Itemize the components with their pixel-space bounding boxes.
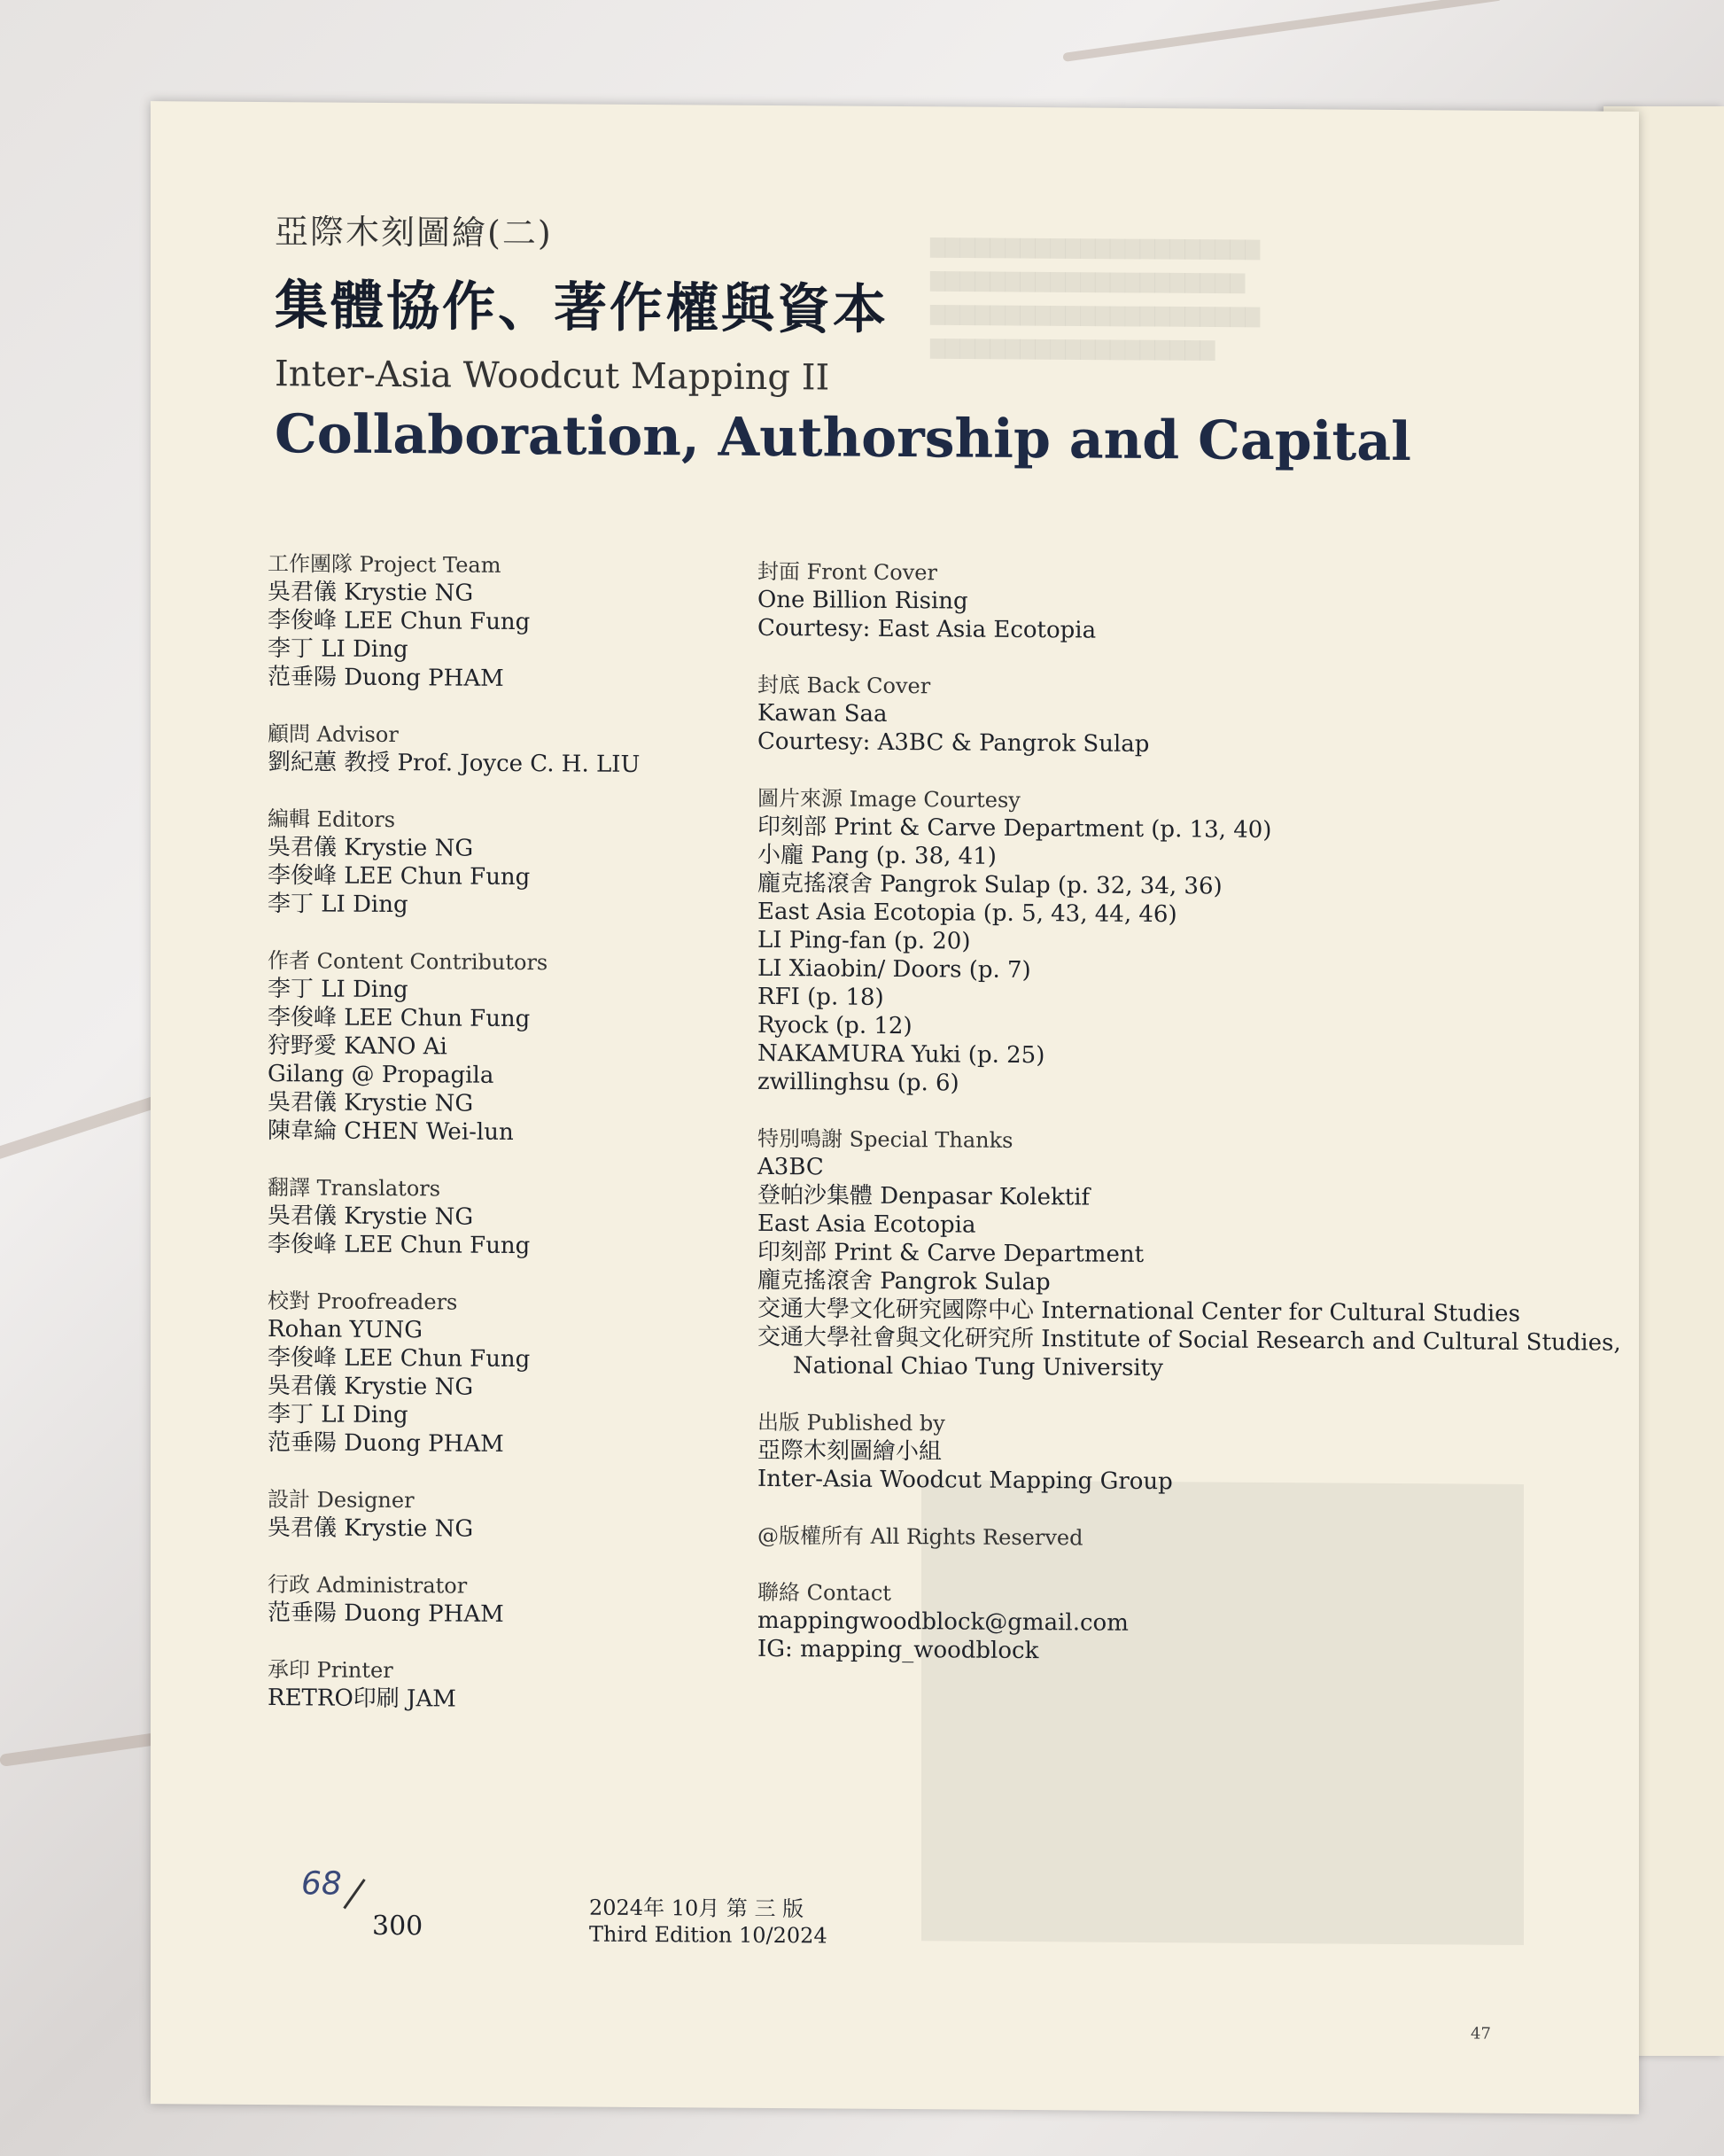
credit-section-heading: 顧問 Advisor: [268, 721, 399, 748]
edition-date-en: Third Edition 10/2024: [589, 1921, 827, 1949]
credit-line: 狩野愛 KANO Ai: [268, 1032, 447, 1061]
credit-line: 吳君儀 Krystie NG: [268, 1089, 474, 1117]
credit-section-heading: 聯絡 Contact: [757, 1579, 891, 1606]
credit-section: [268, 1173, 764, 1262]
credit-section-heading: 工作團隊 Project Team: [268, 551, 501, 578]
credit-line: RETRO印刷 JAM: [268, 1685, 456, 1713]
credit-line: 李俊峰 LEE Chun Fung: [268, 1004, 531, 1033]
credit-line: 李丁 LI Ding: [268, 976, 408, 1004]
credit-section-heading: 特別鳴謝 Special Thanks: [757, 1125, 1013, 1153]
credit-section: [757, 784, 1555, 1101]
credit-section: [268, 1485, 764, 1545]
page-title-zh: 集體協作、著作權與資本: [275, 275, 889, 341]
credit-line: Rohan YUNG: [268, 1316, 423, 1344]
series-title-zh: 亞際木刻圖繪(二): [275, 212, 553, 253]
credit-line: LI Ping-fan (p. 20): [757, 926, 971, 955]
copy-total: 300: [372, 1910, 423, 1942]
title-block: [275, 204, 1411, 473]
credit-section-heading: 出版 Published by: [757, 1409, 945, 1436]
credit-line: 李丁 LI Ding: [268, 891, 408, 919]
credit-line: 李俊峰 LEE Chun Fung: [268, 1344, 531, 1374]
credit-section: [757, 557, 1555, 648]
credit-line: 陳韋綸 CHEN Wei-lun: [268, 1117, 514, 1146]
credit-section: [268, 805, 764, 922]
credit-line: 印刻部 Print & Carve Department: [757, 1238, 1145, 1268]
credit-section-heading: 封底 Back Cover: [757, 672, 931, 699]
credit-line: 李丁 LI Ding: [268, 635, 408, 664]
page-number: 47: [1471, 2024, 1491, 2043]
credit-line: Ryock (p. 12): [757, 1011, 912, 1040]
credit-line: Courtesy: A3BC & Pangrok Sulap: [757, 728, 1150, 759]
credit-section-heading: 行政 Administrator: [268, 1572, 468, 1599]
credit-line: Inter-Asia Woodcut Mapping Group: [757, 1465, 1173, 1496]
credit-line: 龐克搖滾舍 Pangrok Sulap: [757, 1266, 1051, 1296]
credit-section: [268, 1655, 764, 1716]
credit-line: 吳君儀 Krystie NG: [268, 1203, 474, 1231]
credit-line: 登帕沙集體 Denpasar Kolektif: [757, 1181, 1091, 1211]
copy-number: 68: [301, 1865, 342, 1903]
credit-line: zwillinghsu (p. 6): [757, 1068, 959, 1097]
credit-section-heading: 圖片來源 Image Courtesy: [757, 785, 1021, 813]
credit-section-heading: 設計 Designer: [268, 1487, 415, 1514]
credit-line: 印刻部 Print & Carve Department (p. 13, 40): [757, 813, 1272, 844]
credit-section: [268, 1570, 764, 1631]
credit-line: 范垂陽 Duong PHAM: [268, 664, 504, 692]
credit-line: 吳君儀 Krystie NG: [268, 1373, 474, 1401]
credit-section-heading: 校對 Proofreaders: [268, 1288, 458, 1315]
credit-section: [757, 1578, 1555, 1669]
credit-line: 李俊峰 LEE Chun Fung: [268, 1231, 531, 1260]
credit-section-heading: 封面 Front Cover: [757, 558, 937, 586]
edition-info: [589, 1895, 827, 1950]
credit-section-heading: 作者 Content Contributors: [268, 948, 548, 976]
copy-slash: [343, 1879, 365, 1909]
credit-line: RFI (p. 18): [757, 983, 884, 1011]
credit-section: [268, 1287, 764, 1460]
credit-line: 范垂陽 Duong PHAM: [268, 1429, 504, 1458]
credit-section: [268, 549, 764, 695]
credit-line: 龐克搖滾舍 Pangrok Sulap (p. 32, 34, 36): [757, 869, 1223, 900]
credit-section: [757, 1522, 1555, 1555]
credit-line: Gilang @ Propagila: [268, 1061, 494, 1089]
edition-date-zh: 2024年 10月 第 三 版: [589, 1895, 804, 1922]
credit-line: Courtesy: East Asia Ecotopia: [757, 614, 1097, 644]
credit-line: 范垂陽 Duong PHAM: [268, 1599, 504, 1628]
credit-line: 吳君儀 Krystie NG: [268, 1514, 474, 1543]
credit-section-heading: @版權所有 All Rights Reserved: [757, 1522, 1083, 1551]
credit-line: East Asia Ecotopia: [757, 1210, 976, 1239]
credit-section: [268, 720, 764, 780]
credit-line: LI Xiaobin/ Doors (p. 7): [757, 954, 1031, 985]
credit-section-heading: 承印 Printer: [268, 1657, 393, 1684]
colophon-page: ▇▇▇▇▇▇▇▇▇▇▇▇▇▇▇▇▇▇▇▇▇▇ ▇▇▇▇▇▇▇▇▇▇▇▇▇▇▇▇▇▇▇▇▇ ▇▇▇▇▇▇▇▇▇▇▇▇▇▇▇▇▇▇▇▇▇▇ ▇▇▇▇▇▇▇▇▇▇▇▇▇▇▇▇▇▇▇ 亞際木刻圖繪(二) 集體協作、著作權與資本 Inter-Asia Woodcut Mapping II Collaboration, Authorship and Capital 工作團隊 Project Team 吳君儀 Krystie NG 李俊峰 LEE Chun Fung 李丁 LI Ding 范垂陽 Duong PHAM 顧問 Advisor 劉紀蕙 教授 Prof. Joyce C. H. LIU 編輯 Editors 吳君儀 Krystie NG 李俊峰 LEE Chun Fung 李丁 LI Ding 作者 Content Contributors 李丁 LI Ding 李俊峰 LEE Chun Fung 狩野愛 KANO Ai Gilang @ Propagila 吳君儀 Krystie NG 陳韋綸 CHEN Wei-lun 翻譯 Translators 吳君儀 Krystie NG 李俊峰 LEE Chun Fung 校對 Proofreaders Rohan YUNG 李俊峰 LEE Chun Fung 吳君儀 Krystie NG 李丁 LI Ding 范垂陽 Duong PHAM 設計 Designer 吳君儀 Krystie NG 行政 Administrator 范垂陽 Duong PHAM 承印 Printer RETRO印刷 JAM 封面 Front Cover One Billion Rising Courtesy: East Asia Ecotopia 封底 Back Cover Kawan Saa Courtesy: A3BC & Pangrok Sulap 圖片來源 Image Courtesy 印刻部 Print & Carve Department (p. 13, 40) 小龐 Pang (p. 38, 41) 龐克搖滾舍 Pangrok Sulap (p. 32, 34, 36) East Asia Ecotopia (p. 5, 43, 44, 46) LI Ping-fan (p. 20) LI Xiaobin/ Doors (p. 7) RFI (p. 18) Ryock (p. 12) NAKAMURA Yuki (p. 25) zwillinghsu (p. 6) 特別鳴謝 Special Thanks A3BC 登帕沙集體 Denpasar Kolektif East Asia Ecotopia 印刻部 Print & Carve Department 龐克搖滾舍 Pangrok Sulap 交通大學文化研究國際中心 International Center for Cultural Studies 交通大學社會與文化研究所 Institute of Social Research and Cultural Studies, National Chiao Tung University 出版 Published by 亞際木刻圖繪小組 Inter-Asia Woodcut Mapping Group @版權所有 All Rights Reserved 聯絡 Contact mappingwoodblock@gmail.com IG: mapping_woodblock 68 300 2024年 10月 第 三 版 Third Edition 10/2024 47: [151, 101, 1639, 2114]
page-title-en: Collaboration, Authorship and Capital: [275, 403, 1411, 474]
credit-line: 李俊峰 LEE Chun Fung: [268, 607, 531, 636]
credit-line: 交通大學文化研究國際中心 International Center for Cultural Studies: [757, 1295, 1520, 1327]
credit-line: 亞際木刻圖繪小組: [757, 1436, 943, 1466]
credit-line: Kawan Saa: [757, 699, 888, 728]
credit-line: 交通大學社會與文化研究所 Institute of Social Research and Cultural Studies,: [757, 1323, 1621, 1357]
credit-line: 吳君儀 Krystie NG: [268, 579, 474, 607]
credit-section: [757, 1408, 1555, 1498]
credit-line: 小龐 Pang (p. 38, 41): [757, 841, 997, 870]
credits-right-column: [757, 557, 1621, 1697]
credit-line: A3BC: [757, 1153, 824, 1181]
credit-section-heading: 編輯 Editors: [268, 806, 396, 833]
credit-line: 劉紀蕙 教授 Prof. Joyce C. H. LIU: [268, 749, 641, 778]
credit-line: East Asia Ecotopia (p. 5, 43, 44, 46): [757, 898, 1177, 929]
credit-section: [268, 946, 764, 1148]
credit-line: National Chiao Tung University: [793, 1352, 1163, 1382]
series-title-en: Inter-Asia Woodcut Mapping II: [275, 354, 830, 399]
credit-line: IG: mapping_woodblock: [757, 1635, 1039, 1665]
credits-left-column: [268, 549, 764, 1744]
credit-section-heading: 翻譯 Translators: [268, 1175, 441, 1202]
credit-line: 李丁 LI Ding: [268, 1401, 408, 1429]
credit-line: NAKAMURA Yuki (p. 25): [757, 1039, 1045, 1070]
credit-line: One Billion Rising: [757, 586, 968, 615]
credit-line: 吳君儀 Krystie NG: [268, 834, 474, 862]
credit-section: [757, 671, 1555, 761]
credit-section: [757, 1125, 1621, 1385]
credit-line: 李俊峰 LEE Chun Fung: [268, 862, 531, 891]
credit-line: mappingwoodblock@gmail.com: [757, 1607, 1129, 1637]
